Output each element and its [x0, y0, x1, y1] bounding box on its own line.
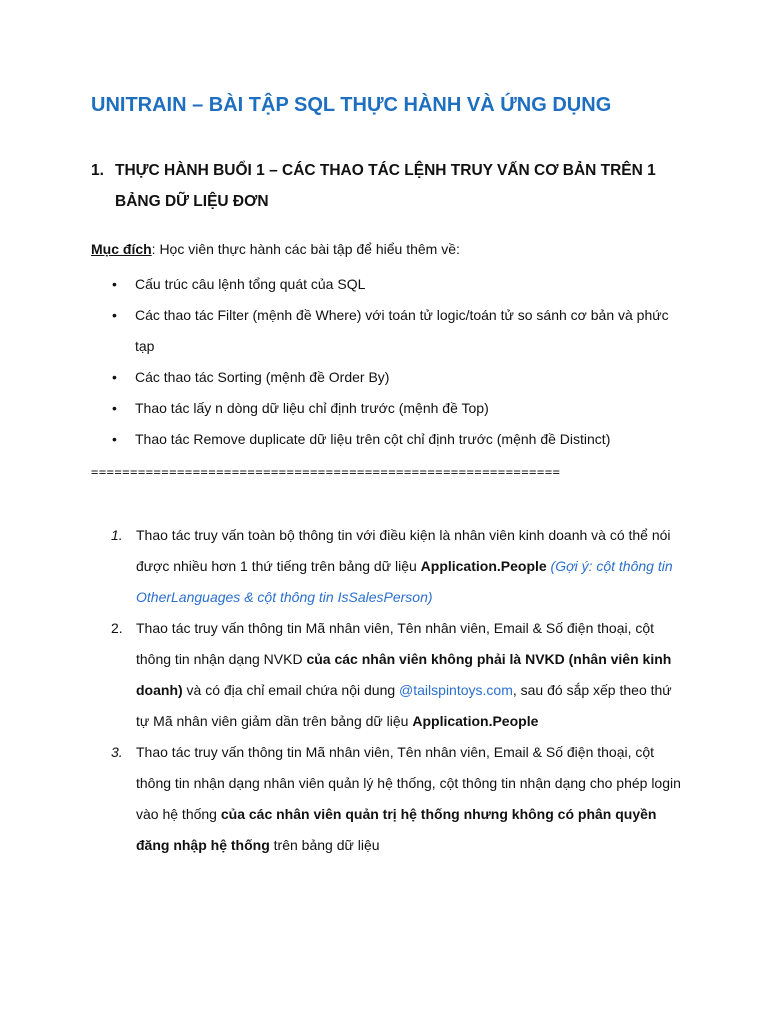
bullet-icon: • — [112, 400, 117, 416]
list-item: • Thao tác Remove duplicate dữ liệu trên cột chỉ định trước (mệnh đề Distinct) — [110, 424, 690, 455]
document-title: UNITRAIN – BÀI TẬP SQL THỰC HÀNH VÀ ỨNG DỤNG — [91, 94, 612, 116]
email-domain-link[interactable]: @tailspintoys.com — [399, 682, 513, 698]
list-item: • Thao tác lấy n dòng dữ liệu chỉ định trước (mệnh đề Top) — [110, 393, 690, 424]
list-item: • Cấu trúc câu lệnh tổng quát của SQL — [110, 269, 690, 300]
task-list — [111, 520, 681, 861]
task-item-3: 3. Thao tác truy vấn thông tin Mã nhân viên, Tên nhân viên, Email & Số điện thoại, cột thông tin nhận dạng nhân viên quản lý hệ thống, cột thông tin nhận dạng cho phép login vào hệ thống của các nhân viên quản trị hệ thống nhưng không có phân quyền đăng nhập hệ thống trên bảng dữ liệu — [111, 737, 681, 861]
task-hint: (Gợi ý: cột thông tin OtherLanguages & cột thông tin IsSalesPerson) — [136, 558, 673, 605]
section-number: 1. — [91, 162, 104, 179]
bullet-icon: • — [112, 431, 117, 447]
task-number: 3. — [111, 744, 123, 760]
list-item: • Các thao tác Sorting (mệnh đề Order By) — [110, 362, 690, 393]
purpose-label: Mục đích — [91, 241, 152, 257]
section-heading-text: THỰC HÀNH BUỔI 1 – CÁC THAO TÁC LỆNH TRUY VẤN CƠ BẢN TRÊN 1 BẢNG DỮ LIỆU ĐƠN — [115, 162, 656, 210]
purpose-bullet-list — [110, 269, 690, 455]
purpose-text: : Học viên thực hành các bài tập để hiểu thêm về: — [151, 241, 460, 257]
task-item-1: 1. Thao tác truy vấn toàn bộ thông tin với điều kiện là nhân viên kinh doanh và có thể nói được nhiều hơn 1 thứ tiếng trên bảng dữ liệu Application.People (Gợi ý: cột thông tin OtherLanguages & cột thông tin IsSalesPerson) — [111, 520, 681, 613]
task-number: 1. — [111, 527, 123, 543]
table-name: Application.People — [420, 558, 547, 574]
bullet-icon: • — [112, 369, 117, 385]
bullet-icon: • — [112, 276, 117, 292]
bullet-icon: • — [112, 307, 117, 323]
purpose-line — [91, 238, 460, 260]
separator-line: ============================================================ — [91, 465, 561, 479]
table-name: Application.People — [412, 713, 539, 729]
task-item-2: 2. Thao tác truy vấn thông tin Mã nhân viên, Tên nhân viên, Email & Số điện thoại, cột thông tin nhận dạng NVKD của các nhân viên không phải là NVKD (nhân viên kinh doanh) và có địa chỉ email chứa nội dung @tailspintoys.com, sau đó sắp xếp theo thứ tự Mã nhân viên giảm dần trên bảng dữ liệu Application.People — [111, 613, 681, 737]
task-number: 2. — [111, 620, 123, 636]
list-item: • Các thao tác Filter (mệnh đề Where) với toán tử logic/toán tử so sánh cơ bản và phức tạp — [110, 300, 690, 362]
